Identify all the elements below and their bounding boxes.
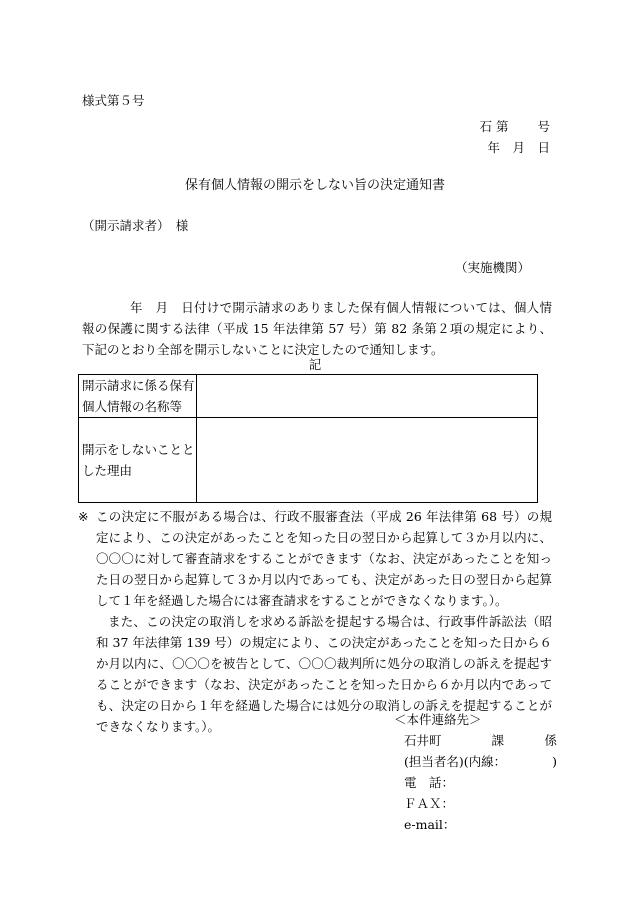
contact-person-label: (担当者名)(内線：	[404, 754, 507, 769]
info-name-value	[197, 375, 538, 418]
contact-office-section: 係	[544, 733, 557, 748]
contact-office-name: 石井町 課	[404, 733, 505, 748]
issuing-agency: （実施機関）	[454, 260, 530, 275]
note-mark: ※	[78, 509, 89, 524]
contact-heading: ＜本件連絡先＞	[394, 712, 482, 727]
contact-office	[392, 730, 557, 751]
decision-table	[78, 374, 538, 503]
appeal-note-review-text: この決定に不服がある場合は、行政不服審査法（平成 26 年法律第 68 号）の規定により、この決定があったことを知った日の翌日から起算して３か月以内に、〇〇〇に対して審査請求をすることができます（なお、決定があったことを知った日の翌日から起算して３か月以内であっても、決定があった日の翌日から起算して１年を経過した場合には審査請求をすることができなくなります。）。	[96, 509, 552, 608]
contact-person-close: )	[552, 754, 557, 769]
notice-body: 年 月 日付けで開示請求のありました保有個人情報については、個人情報の保護に関する法律（平成 15 年法律第 57 号）第 82 条第２項の規定により、下記のとおり全部を開示しないことに決定したので通知します。	[82, 300, 552, 357]
appeal-note-review	[78, 506, 552, 611]
ki-heading: 記	[308, 357, 322, 372]
contact-person	[392, 751, 557, 772]
appeal-note-lawsuit: また、この決定の取消しを求める訴訟を提起する場合は、行政事件訴訟法（昭和 37 年法律第 139 号）の規定により、この決定があったことを知った日から６か月以内に、〇〇〇を被告として、〇〇〇裁判所に処分の取消しの訴えを提起することができます（なお、決定があったことを知った日から６か月以内であっても、決定の日から１年を経過した場合には処分の取消しの訴えを提起することができなくなります。）。	[96, 614, 552, 734]
appeal-notes	[78, 506, 552, 737]
table-row	[79, 375, 538, 418]
contact-fax: ＦＡＸ：	[404, 796, 455, 811]
contact-email: e-mail：	[404, 817, 456, 832]
issue-date: 年 月 日	[487, 140, 550, 155]
reason-label: 開示をしないこととした理由	[79, 418, 197, 503]
reference-number: 石 第 号	[479, 119, 550, 134]
form-number: 様式第５号	[82, 93, 145, 108]
document-title: 保有個人情報の開示をしない旨の決定通知書	[184, 178, 445, 193]
info-name-label: 開示請求に係る保有個人情報の名称等	[79, 375, 197, 418]
table-row	[79, 418, 538, 503]
reason-value	[197, 418, 538, 503]
recipient-line: （開示請求者） 様	[82, 218, 189, 233]
contact-tel: 電 話：	[404, 775, 455, 790]
contact-block	[392, 709, 557, 835]
